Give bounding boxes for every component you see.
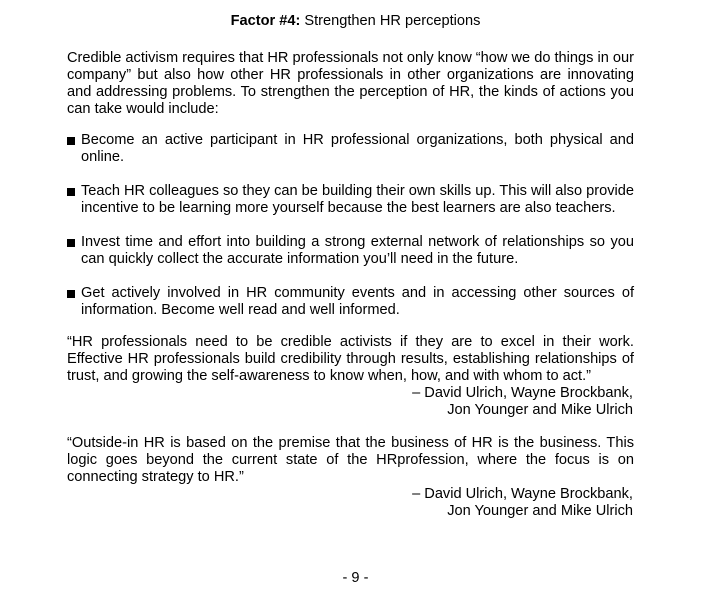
bullet-item [67,132,634,166]
attribution-line: – David Ulrich, Wayne Brockbank, [412,486,633,502]
attribution-line: Jon Younger and Mike Ulrich [447,503,633,519]
section-heading [0,13,711,30]
quote-attribution [412,385,633,419]
bullet-text: Get actively involved in HR community events and in accessing other sources of information. Become well read and well informed. [81,285,634,318]
quote-attribution [412,486,633,520]
quote-text: “Outside-in HR is based on the premise that the business of HR is the business. This logic goes beyond the current state of the HRprofession, where the focus is on connecting strategy to HR.” [67,435,634,485]
square-bullet-icon [67,188,75,196]
square-bullet-icon [67,239,75,247]
square-bullet-icon [67,290,75,298]
attribution-line: Jon Younger and Mike Ulrich [447,402,633,418]
bullet-text: Teach HR colleagues so they can be building their own skills up. This will also provide incentive to be learning more yourself because the best learners are also teachers. [81,183,634,216]
bullet-item [67,183,634,217]
square-bullet-icon [67,137,75,145]
bullet-text: Become an active participant in HR professional organizations, both physical and online. [81,132,634,165]
quote-text: “HR professionals need to be credible activists if they are to excel in their work. Effective HR professionals build credibility through results, establishing relationships of trust, and growing the self-awareness to know when, how, and with whom to act.” [67,334,634,384]
attribution-line: – David Ulrich, Wayne Brockbank, [412,385,633,401]
bullet-item [67,285,634,319]
page-number: - 9 - [342,570,369,586]
intro-paragraph: Credible activism requires that HR professionals not only know “how we do things in our company” but also how other HR professionals in other organizations are innovating and addressing problems. To strengthen the perception of HR, the kinds of actions you can take would include: [67,50,634,117]
bullet-item [67,234,634,268]
heading-title: Strengthen HR perceptions [300,13,481,29]
heading-prefix: Factor #4: [230,13,301,29]
bullet-text: Invest time and effort into building a strong external network of relationships so you can quickly collect the accurate information you’ll need in the future. [81,234,634,267]
